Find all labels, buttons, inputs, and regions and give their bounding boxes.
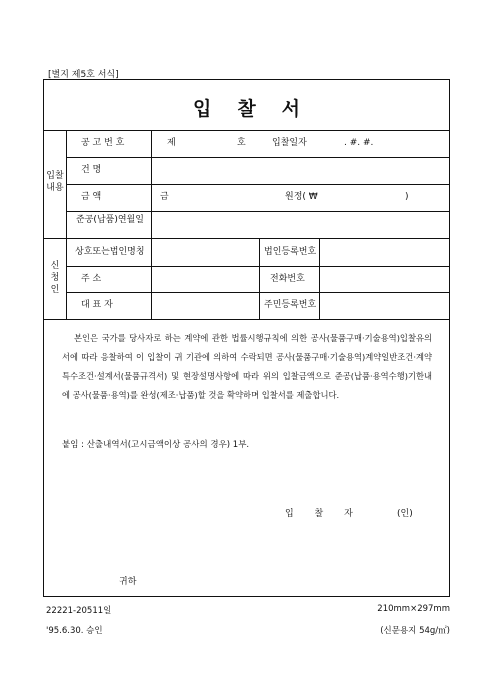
amount-close-paren: ) [405, 192, 409, 202]
bid-form [43, 79, 450, 597]
phone-label: 전화번호 [270, 274, 305, 284]
completion-date-label: 준공(납품)연월일 [76, 215, 144, 225]
form-number-label: [별지 제5호 서식] [48, 70, 119, 80]
amount-label: 금 액 [81, 192, 102, 202]
row-divider [66, 211, 450, 212]
row-divider [66, 266, 450, 267]
amount-won-label: 원정( ₩ [285, 192, 318, 202]
section-divider [44, 238, 450, 239]
paper-size: 210mm×297mm [377, 604, 450, 614]
column-divider [319, 238, 320, 319]
row-divider [66, 157, 450, 158]
notice-number-label: 공 고 번 호 [81, 138, 125, 148]
paper-spec: (신문용지 54g/㎡) [380, 626, 450, 636]
company-name-label: 상호또는법인명칭 [75, 247, 145, 257]
applicant-group-label: 신 청 인 [50, 261, 60, 295]
section-divider [44, 319, 450, 320]
row-divider [66, 184, 450, 185]
group-divider [66, 130, 67, 319]
form-title: 입찰서 [192, 98, 327, 120]
corp-reg-number-label: 법인등록번호 [264, 247, 317, 257]
notice-prefix: 제 [167, 138, 176, 148]
form-code: 22221-20511일 [46, 606, 112, 616]
label-divider [151, 130, 152, 319]
representative-label: 대 표 자 [81, 300, 113, 310]
declaration-paragraph: 본인은 국가를 당사자로 하는 계약에 관한 법률시행규칙에 의한 공사(물품구매·기술용역)입찰유의서에 따라 응찰하여 이 입찰이 귀 기관에 의하여 수락되면 공사(물품구매·기술용역)계약일반조건·계약특수조건·설계서(물품규격서) 및 현장설명사항에 따라 위의 입찰금액으로 준공(납품·용역수행)기한내에 공사(물품·용역)를 완성(제조·납품)할 것을 확약하며 입찰서를 제출합니다. [62, 333, 432, 400]
addressee: 귀하 [119, 577, 137, 587]
column-divider [259, 238, 260, 319]
bid-date-value: . #. #. [344, 138, 374, 148]
bid-date-label: 입찰일자 [272, 138, 307, 148]
approval-date: '95.6.30. 승인 [46, 626, 103, 636]
address-label: 주 소 [81, 274, 102, 284]
attachment-note: 붙임 : 산출내역서(고시금액이상 공사의 경우) 1부. [62, 440, 250, 450]
row-divider [66, 292, 450, 293]
seal-mark: (인) [397, 509, 413, 519]
item-label: 건 명 [81, 165, 102, 175]
bidder-signature-line [285, 506, 413, 519]
notice-suffix: 호 [237, 138, 246, 148]
bid-content-group-label: 입찰 내용 [46, 171, 64, 193]
resident-reg-number-label: 주민등록번호 [264, 300, 317, 310]
amount-prefix: 금 [160, 192, 169, 202]
bidder-label: 입 찰 자 [285, 509, 362, 519]
title-area [44, 80, 449, 131]
declaration-text [62, 329, 432, 405]
